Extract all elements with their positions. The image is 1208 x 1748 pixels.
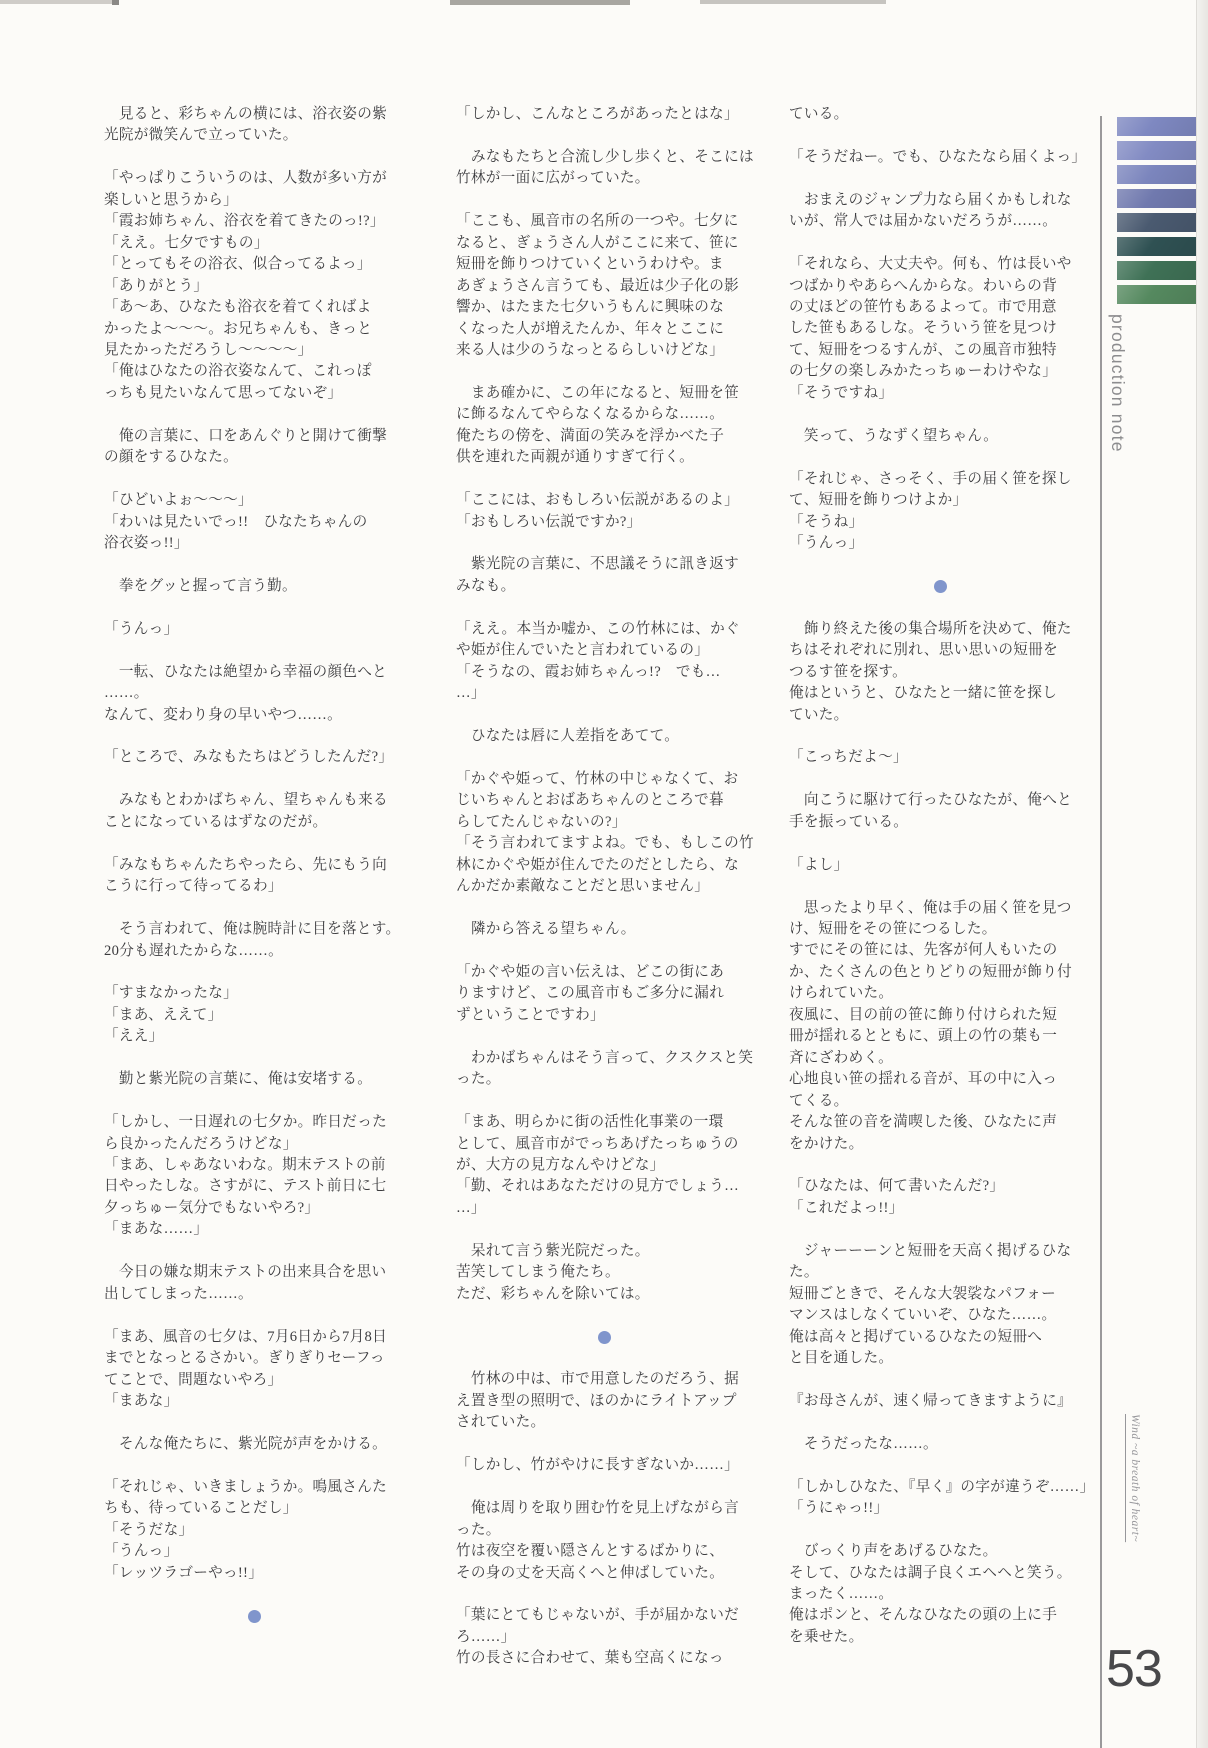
text-line — [104, 147, 404, 168]
section-break-bullet — [248, 1610, 261, 1623]
text-line: 「レッツラゴーやっ!!」 — [104, 1564, 264, 1581]
text-line — [104, 1048, 404, 1069]
sidebar-divider-line — [1100, 116, 1102, 1748]
text-line: 「よし」 — [789, 856, 849, 873]
text-line: 「ひどいよぉ〜〜〜」 — [104, 492, 253, 509]
text-line: 「うんっ」 — [789, 534, 864, 551]
text-line: 楽しいと思うから」 — [104, 191, 239, 208]
text-column-2 — [456, 104, 752, 1670]
text-line: 「みなもちゃんたちやったら、先にもう向 — [104, 856, 387, 873]
text-line: みなもとわかばちゃん、望ちゃんも来る — [104, 792, 388, 809]
text-line: 「ところで、みなもたちはどうしたんだ?」 — [104, 749, 394, 766]
text-line: っちも見たいなんて思ってないぞ」 — [104, 384, 343, 401]
text-line — [789, 769, 1091, 790]
text-line: 「それじゃ、さっそく、手の届く笹を探し — [789, 470, 1072, 487]
text-line: らしてたんじゃないの?」 — [456, 813, 627, 830]
text-line — [456, 469, 752, 490]
text-line — [456, 361, 752, 382]
text-line: 「うんっ」 — [104, 1543, 179, 1560]
text-line: 「おもしろい伝説ですか?」 — [456, 513, 642, 530]
text-line: 「しかし、一日遅れの七夕か。昨日だった — [104, 1114, 387, 1131]
text-line — [456, 705, 752, 726]
text-line — [104, 597, 404, 618]
text-line: た。 — [789, 1264, 819, 1281]
text-line: 「わいは見たいでっ!! ひなたちゃんの — [104, 513, 368, 530]
text-line: か、たくさんの色とりどりの短冊が飾り付 — [789, 963, 1072, 980]
text-line: 心地良い笹の揺れる音が、耳の中に入っ — [789, 1071, 1058, 1088]
text-line: まったく……。 — [789, 1585, 894, 1602]
text-line: 「これだよっ!!」 — [789, 1199, 904, 1216]
text-line: 「ええ。本当か嘘か、この竹林には、かぐ — [456, 620, 740, 637]
text-line: んかだか素敵なことだと思いません」 — [456, 878, 710, 895]
text-line: て、短冊を飾りつけよか」 — [789, 492, 968, 509]
text-line: 響か、はたまた七夕いうもんに興味のな — [456, 299, 725, 316]
text-line: 日やったしな。さすがに、テスト前日に七 — [104, 1178, 387, 1195]
text-line: 勤と紫光院の言葉に、俺は安堵する。 — [104, 1071, 373, 1088]
text-line: 「やっぱりこういうのは、人数が多い方が — [104, 170, 387, 187]
scan-artifact — [0, 0, 112, 4]
color-swatch-strip — [1117, 117, 1204, 304]
text-line: つるす笹を探す。 — [789, 663, 907, 680]
text-line — [789, 876, 1091, 897]
text-line: 「それなら、大丈夫や。何も、竹は長いや — [789, 256, 1072, 273]
text-line: ら良かったんだろうけどな」 — [104, 1135, 298, 1152]
text-line — [456, 1219, 752, 1240]
series-title-logo: Wind ~a breath of heart~ — [1129, 1414, 1141, 1543]
text-line: まあ確かに、この年になると、短冊を笹 — [456, 384, 739, 401]
text-line: 「ええ」 — [104, 1028, 164, 1045]
section-break-bullet — [598, 1331, 611, 1344]
scan-artifact — [700, 0, 886, 4]
text-line — [456, 533, 752, 554]
text-line: 「まあ、ええて」 — [104, 1006, 223, 1023]
text-line: 手を振っている。 — [789, 813, 909, 830]
text-line — [456, 1026, 752, 1047]
text-line: 短冊ごときで、そんな大袈裟なパフォー — [789, 1285, 1057, 1302]
text-line — [104, 640, 404, 661]
text-line: ていた。 — [789, 706, 849, 723]
text-line: として、風音市がでっちあげたっちゅうの — [456, 1135, 739, 1152]
text-line: 俺は高々と掲げているひなたの短冊へ — [789, 1328, 1043, 1345]
section-break-bullet — [934, 580, 947, 593]
text-line: そう言われて、俺は腕時計に目を落とす。 — [104, 921, 401, 938]
text-line — [456, 190, 752, 211]
text-line: 短冊を飾りつけていくというわけや。ま — [456, 256, 724, 273]
text-column-1 — [104, 104, 404, 1627]
text-line: ている。 — [789, 106, 849, 122]
text-line: ちも、待っていることだし」 — [104, 1500, 298, 1517]
text-line: …」 — [456, 1199, 486, 1216]
text-line: 俺は周りを取り囲む竹を見上げながら言 — [456, 1500, 739, 1517]
text-line: なんて、変わり身の早いやつ……。 — [104, 706, 343, 723]
color-swatch — [1117, 261, 1204, 280]
text-line: そして、ひなたは調子良くエヘヘと笑う。 — [789, 1564, 1072, 1581]
text-line: の七夕の楽しみかたっちゅーわけやな」 — [789, 363, 1058, 380]
text-line: に飾るなんてやらなくなるからな……。 — [456, 406, 725, 423]
text-line: そんな俺たちに、紫光院が声をかける。 — [104, 1435, 387, 1452]
text-line — [789, 233, 1091, 254]
text-line: 供を連れた両親が通りすぎて行く。 — [456, 449, 695, 466]
text-line — [789, 1520, 1091, 1541]
text-line: 「すまなかったな」 — [104, 985, 239, 1002]
text-line: マンスはしなくていいぞ、ひなた……。 — [789, 1307, 1057, 1324]
scan-artifact — [450, 0, 630, 5]
text-line: と目を通した。 — [789, 1350, 894, 1367]
color-swatch — [1117, 285, 1204, 304]
text-line: けられていた。 — [789, 985, 894, 1002]
text-line: した笹もあるしな。そういう笹を見つけ — [789, 320, 1058, 337]
text-line: 向こうに駆けて行ったひなたが、俺へと — [789, 792, 1072, 809]
text-line: 今日の嫌な期末テストの出来具合を思い — [104, 1264, 387, 1281]
text-line: 竹林が一面に広がっていた。 — [456, 170, 650, 187]
sidebar-section-label: production note — [1108, 314, 1128, 453]
text-line: すでにその笹には、先客が何人もいたの — [789, 942, 1058, 959]
text-line: 「まあ、しゃあないわな。期末テストの前 — [104, 1157, 386, 1173]
text-line: 「まあな」 — [104, 1392, 179, 1409]
text-line — [104, 1091, 404, 1112]
text-line: 「そう言われてますよね。でも、もしこの竹 — [456, 835, 754, 852]
text-line — [789, 726, 1091, 747]
text-line: くなった人が増えたんか、年々とここに — [456, 320, 725, 337]
text-line — [789, 597, 1091, 618]
text-line: った。 — [456, 1071, 501, 1088]
text-line: 一転、ひなたは絶望から幸福の顔色へと — [104, 663, 387, 680]
text-line: その身の丈を天高くへと伸ばしていた。 — [456, 1564, 725, 1581]
section-break — [104, 1605, 404, 1626]
text-line: ……。 — [104, 685, 149, 702]
text-line: 光院が微笑んで立っていた。 — [104, 127, 298, 144]
text-line — [456, 747, 752, 768]
text-line: わかばちゃんはそう言って、クスクスと笑 — [456, 1049, 754, 1066]
text-line: 俺たちの傍を、満面の笑みを浮かべた子 — [456, 427, 725, 444]
text-line — [789, 1412, 1091, 1433]
text-line — [789, 447, 1091, 468]
text-line — [789, 1219, 1091, 1240]
page-edge-shadow — [1196, 0, 1208, 1748]
text-line: 夜風に、目の前の笹に飾り付けられた短 — [789, 1006, 1058, 1023]
text-line: 隣から答える望ちゃん。 — [456, 921, 636, 938]
section-break — [456, 1327, 752, 1348]
text-line: までとなっとるさかい。ぎりぎりセーフっ — [104, 1350, 385, 1367]
text-line — [456, 1305, 752, 1326]
text-line: ろ……」 — [456, 1628, 516, 1645]
text-line: 「こっちだよ〜」 — [789, 749, 908, 766]
text-line: 苦笑してしまう俺たち。 — [456, 1264, 620, 1281]
text-line: 「俺はひなたの浴衣姿なんて、これっぽ — [104, 363, 372, 380]
text-line: 「あ〜あ、ひなたも浴衣を着てくればよ — [104, 299, 372, 316]
text-line — [104, 898, 404, 919]
text-line: ことになっているはずなのだが。 — [104, 813, 328, 830]
text-line — [456, 1584, 752, 1605]
text-line: 「そうなの、霞お姉ちゃんっ!? でも… — [456, 663, 721, 680]
text-line: …」 — [456, 685, 486, 702]
text-line — [104, 962, 404, 983]
text-line: 「葉にとてもじゃないが、手が届かないだ — [456, 1607, 739, 1624]
text-line: 飾り終えた後の集合場所を決めて、俺た — [789, 620, 1072, 637]
text-line: つばかりやあらへんからな。わいらの背 — [789, 277, 1058, 294]
text-line — [104, 1412, 404, 1433]
text-line: 「ありがとう」 — [104, 277, 209, 294]
text-line: 俺はポンと、そんなひなたの頭の上に手 — [789, 1607, 1058, 1624]
text-line: 「しかしひなた、『早く』の字が違うぞ……」 — [789, 1478, 1095, 1495]
text-line: 「そうね」 — [789, 513, 864, 530]
text-line: を乗せた。 — [789, 1628, 864, 1645]
text-line: 冊が揺れるとともに、頭上の竹の葉も一 — [789, 1028, 1058, 1045]
text-line: 「まあ、明らかに街の活性化事業の一環 — [456, 1114, 724, 1131]
page-number: 53 — [1106, 1640, 1162, 1698]
text-line: みなも。 — [456, 577, 516, 594]
text-line — [789, 168, 1091, 189]
text-line: 「しかし、こんなところがあったとはな」 — [456, 106, 739, 122]
text-line: 笑って、うなずく望ちゃん。 — [789, 427, 999, 444]
text-line: 「まあ、風音の七夕は、7月6日から7月8日 — [104, 1328, 387, 1345]
text-line — [789, 125, 1091, 146]
text-line: おまえのジャンプ力なら届くかもしれな — [789, 191, 1072, 208]
text-line: 20分も遅れたからな……。 — [104, 942, 284, 959]
text-line: 俺はというと、ひなたと一緒に笹を探し — [789, 685, 1058, 702]
text-line — [104, 726, 404, 747]
text-line: 見ると、彩ちゃんの横には、浴衣姿の紫 — [104, 106, 387, 122]
text-line: 俺の言葉に、口をあんぐりと開けて衝撃 — [104, 427, 387, 444]
text-line: 「ここには、おもしろい伝説があるのよ」 — [456, 492, 739, 509]
text-line — [104, 1455, 404, 1476]
color-swatch — [1117, 213, 1204, 232]
text-line — [104, 469, 404, 490]
text-line: 竹の長さに合わせて、葉も空高くになっ — [456, 1650, 724, 1667]
text-line: 「そうだな」 — [104, 1521, 194, 1538]
text-line: 林にかぐや姫が住んでたのだとしたら、な — [456, 856, 739, 873]
text-line: 「とってもその浴衣、似合ってるよっ」 — [104, 256, 372, 273]
color-swatch — [1117, 189, 1204, 208]
text-line — [104, 404, 404, 425]
text-line — [456, 597, 752, 618]
text-line: 拳をグッと握って言う勤。 — [104, 577, 297, 594]
text-line: 竹林の中は、市で用意したのだろう、据 — [456, 1371, 739, 1388]
text-line: じいちゃんとおばあちゃんのところで暮 — [456, 792, 724, 809]
text-line: 呆れて言う紫光院だった。 — [456, 1242, 650, 1259]
color-swatch — [1117, 165, 1204, 184]
text-line: 「かぐや姫って、竹林の中じゃなくて、お — [456, 770, 739, 787]
text-line: 斉にざわめく。 — [789, 1049, 893, 1066]
text-line — [456, 1434, 752, 1455]
text-line: 竹は夜空を覆い隠さんとするばかりに、 — [456, 1543, 725, 1560]
text-column-3 — [789, 104, 1095, 1648]
text-line — [456, 1091, 752, 1112]
text-line: 来る人は少のうなっとるらしいけどな」 — [456, 341, 725, 358]
text-line: こうに行って待ってるわ」 — [104, 878, 283, 895]
text-line: あぎょうさん言うても、最近は少子化の影 — [456, 277, 739, 294]
text-line: や姫が住んでいたと言われているの」 — [456, 642, 710, 659]
text-line: け、短冊をその笹につるした。 — [789, 921, 997, 938]
text-line — [104, 554, 404, 575]
text-line — [104, 833, 404, 854]
text-line — [456, 898, 752, 919]
text-line: 『お母さんが、速く帰ってきますように』 — [789, 1392, 1072, 1409]
text-line: ジャーーーンと短冊を天高く掲げるひな — [789, 1242, 1072, 1259]
text-line: 「かぐや姫の言い伝えは、どこの街にあ — [456, 963, 725, 980]
text-line: 「うんっ」 — [104, 620, 179, 637]
text-line: 「ここも、風音市の名所の一つや。七夕に — [456, 213, 739, 230]
text-line: ずということですわ」 — [456, 1006, 605, 1023]
section-break — [789, 576, 1091, 597]
text-line: 紫光院の言葉に、不思議そうに訊き返す — [456, 556, 739, 573]
color-swatch — [1117, 141, 1204, 160]
text-line — [789, 833, 1091, 854]
text-line: をかけた。 — [789, 1135, 864, 1152]
text-line — [456, 125, 752, 146]
text-line: びっくり声をあげるひなた。 — [789, 1543, 998, 1560]
text-line: 思ったより早く、俺は手の届く笹を見つ — [789, 899, 1072, 916]
text-line: の顔をするひなた。 — [104, 449, 239, 466]
text-line: 「それじゃ、いきましょうか。鳴風さんた — [104, 1478, 387, 1495]
text-line: みなもたちと合流し少し歩くと、そこには — [456, 148, 754, 165]
text-line: 見たかっただろうし〜〜〜〜」 — [104, 341, 313, 358]
text-line: 「ええ。七夕ですもの」 — [104, 234, 269, 251]
text-line: 「しかし、竹がやけに長すぎないか……」 — [456, 1457, 739, 1474]
text-line: りますけど、この風音市もご多分に漏れ — [456, 985, 725, 1002]
text-line: ひなたは唇に人差指をあてて。 — [456, 728, 680, 745]
text-line — [789, 404, 1091, 425]
text-line: いが、常人では届かないだろうが……。 — [789, 213, 1058, 230]
text-line — [104, 1241, 404, 1262]
text-line: え置き型の照明で、ほのかにライトアップ — [456, 1392, 737, 1409]
text-line: 「うにゃっ!!」 — [789, 1500, 889, 1517]
text-line: されていた。 — [456, 1414, 546, 1431]
text-line: かったよ〜〜〜。お兄ちゃんも、きっと — [104, 320, 373, 337]
text-line: 出してしまった……。 — [104, 1285, 253, 1302]
color-swatch — [1117, 117, 1204, 136]
text-line: てことで、問題ないやろ」 — [104, 1371, 283, 1388]
text-line: ちはそれぞれに別れ、思い思いの短冊を — [789, 642, 1058, 659]
text-line: が、大方の見方なんやけどな」 — [456, 1157, 665, 1174]
text-line: 「勤、それはあなただけの見方でしょう… — [456, 1178, 739, 1195]
text-line: った。 — [456, 1521, 501, 1538]
text-line: 「そうだねー。でも、ひなたなら届くよっ」 — [789, 148, 1087, 165]
text-line: 「霞お姉ちゃん、浴衣を着てきたのっ!?」 — [104, 213, 385, 230]
text-line: そんな笹の音を満喫した後、ひなたに声 — [789, 1114, 1058, 1131]
text-line: てくる。 — [789, 1092, 849, 1109]
text-line — [789, 1370, 1091, 1391]
text-line: 「まあな……」 — [104, 1221, 209, 1238]
text-line: 夕っちゅー気分でもないやろ?」 — [104, 1199, 320, 1216]
text-line: なると、ぎょうさん人がここに来て、笹に — [456, 234, 739, 251]
text-line — [104, 1305, 404, 1326]
text-line — [104, 769, 404, 790]
text-line: ただ、彩ちゃんを除いては。 — [456, 1285, 650, 1302]
text-line — [456, 1477, 752, 1498]
text-line: 「ひなたは、何て書いたんだ?」 — [789, 1178, 1005, 1195]
text-line: 「そうですね」 — [789, 384, 894, 401]
text-line — [789, 1455, 1091, 1476]
text-line: 浴衣姿っ!!」 — [104, 535, 189, 552]
text-line — [789, 1155, 1091, 1176]
text-line — [456, 1348, 752, 1369]
text-line: そうだったな……。 — [789, 1435, 938, 1452]
text-line — [456, 941, 752, 962]
text-line — [104, 1584, 404, 1605]
text-line — [789, 554, 1091, 575]
scan-artifact — [112, 0, 119, 5]
text-line: て、短冊をつるすんが、この風音市独特 — [789, 341, 1057, 358]
text-line: の丈ほどの笹竹もあるよって。市で用意 — [789, 299, 1057, 316]
color-swatch — [1117, 237, 1204, 256]
